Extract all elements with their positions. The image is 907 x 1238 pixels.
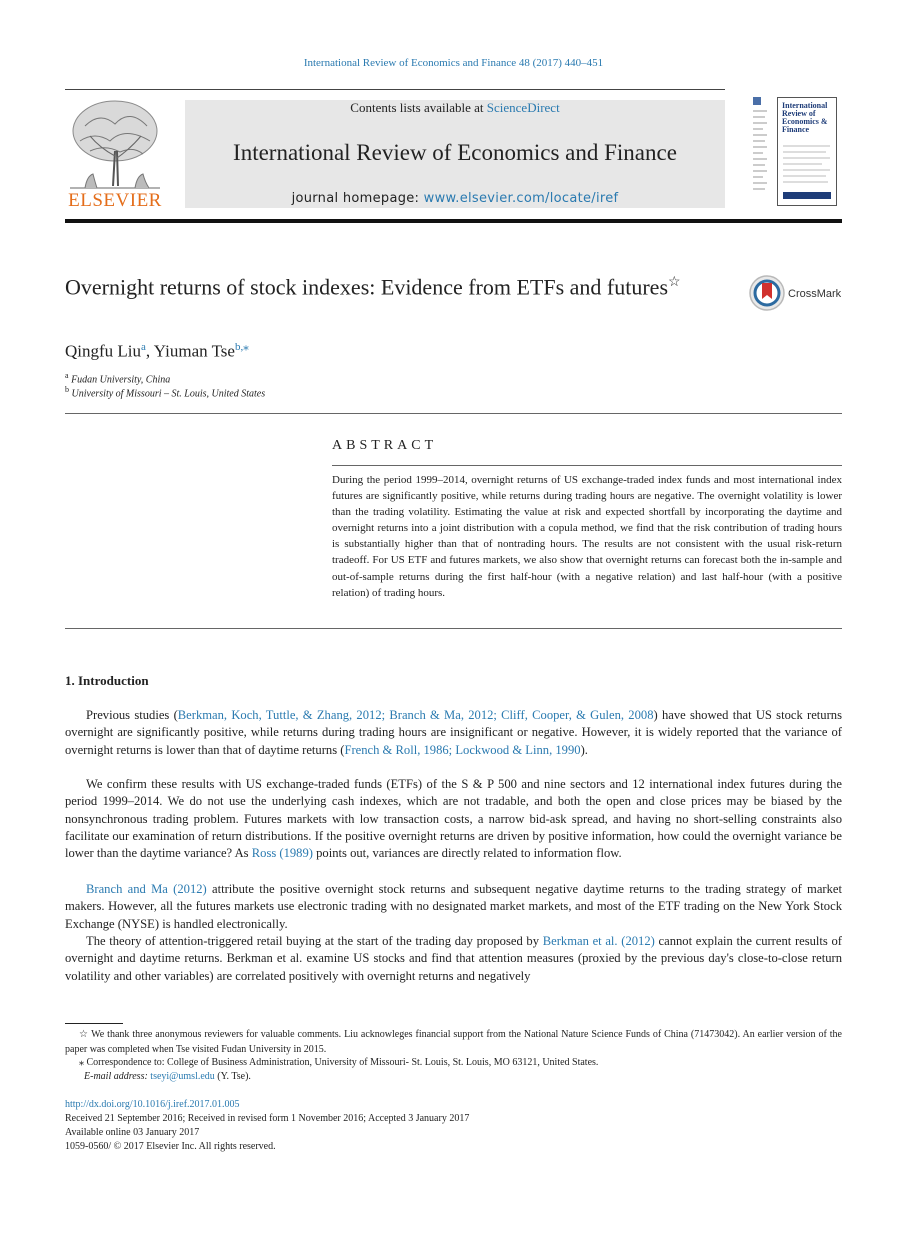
journal-title: International Review of Economics and Finance	[233, 140, 677, 165]
author-name[interactable]: Yiuman Tse	[153, 341, 235, 361]
email-label: E-mail address:	[84, 1071, 151, 1082]
copyright: 1059-0560/ © 2017 Elsevier Inc. All rights reserved.	[65, 1141, 276, 1152]
footnote-mark: ☆	[79, 1029, 89, 1040]
paragraph-text: ) have showed that US stock returns overnight are significantly positive, while returns during trading hours are insignificant or negative. However, it is widely reported that the variance of overnight returns is lower than that of daytime returns (	[65, 708, 842, 757]
paragraph-text: The theory of attention-triggered retail buying at the start of the trading day proposed by	[86, 934, 543, 948]
affiliation-text: Fudan University, China	[71, 374, 171, 386]
footnote	[65, 1028, 842, 1057]
paragraph-text: points out, variances are directly related to information flow.	[312, 846, 622, 861]
homepage-line	[185, 191, 725, 206]
divider	[65, 628, 842, 629]
body-paragraph	[65, 933, 842, 985]
body-paragraph	[65, 776, 842, 862]
citation-link[interactable]: Branch and Ma (2012)	[86, 882, 207, 896]
author-affiliation-mark[interactable]: a	[141, 341, 146, 353]
footnote	[65, 1056, 842, 1071]
cover-sidebar-icon	[751, 95, 771, 199]
footnote-text: We thank three anonymous reviewers for valuable comments. Liu acknowleges financial support from the National Nature Science Funds of China (71473042). An earlier version of the paper was completed when Tse visited Fudan University in 2015.	[65, 1029, 842, 1055]
article-title	[65, 268, 705, 301]
section-heading: 1. Introduction	[65, 673, 149, 688]
body-paragraph	[65, 707, 842, 759]
affiliation-label: b	[65, 385, 69, 394]
footnote-rule	[65, 1023, 123, 1024]
title-footnote-mark[interactable]: ☆	[668, 275, 681, 290]
author-name[interactable]: Qingfu Liu	[65, 341, 142, 361]
contents-line	[185, 100, 725, 116]
citation-link[interactable]: Berkman et al. (2012)	[542, 934, 655, 948]
affiliation-label: a	[65, 371, 69, 380]
footnote-mark: ⁎	[79, 1057, 84, 1068]
email-suffix: (Y. Tse).	[214, 1071, 251, 1082]
affiliation-text: University of Missouri – St. Louis, United States	[71, 388, 266, 400]
author-list	[65, 340, 249, 362]
received-dates: Received 21 September 2016; Received in revised form 1 November 2016; Accepted 3 January 2017	[65, 1113, 470, 1124]
cover-title: International Review of Economics & Finance	[782, 101, 828, 134]
contents-prefix: Contents lists available at	[350, 100, 487, 115]
affiliation	[65, 385, 265, 399]
email-link[interactable]: tseyi@umsl.edu	[150, 1071, 215, 1082]
doi-link[interactable]: http://dx.doi.org/10.1016/j.iref.2017.01.005	[65, 1099, 240, 1110]
available-online: Available online 03 January 2017	[65, 1127, 200, 1138]
paragraph-text: attribute the positive overnight stock returns and subsequent negative daytime returns to the trading strategy of market makers. However, all the futures markets use electronic trading with no designated market markets, and most of the ETF trading on the New York Stock Exchange (NYSE) is handled electronically.	[65, 882, 843, 931]
paragraph-text: ).	[580, 742, 588, 757]
email-footnote	[65, 1070, 842, 1085]
citation-link[interactable]: Berkman, Koch, Tuttle, & Zhang, 2012; Branch & Ma, 2012; Cliff, Cooper, & Gulen, 2008	[177, 708, 654, 722]
abstract-text: During the period 1999–2014, overnight returns of US exchange-traded index funds and most international index futures are significantly positive, while returns during trading hours are negative. The overnight volatility is lower than the trading volatility. Estimating the value at risk and expected shortfall by incorporating the daytime and overnight returns into a joint distribution with a copula method, we find that the risk contribution of trading hours is substantially higher than that of nontrading hours. The results are not consistent with the usual risk-return tradeoff. For US ETF and futures markets, we also show that overnight returns can forecast both the in-sample and out-of-sample returns during the first half-hour (with a negative relation) and last half-hour (with a positive relation) of trading hours.	[332, 474, 842, 599]
sciencedirect-link[interactable]: ScienceDirect	[486, 100, 560, 115]
paragraph-text: Previous studies (	[86, 708, 178, 722]
crossmark-label[interactable]: CrossMark	[788, 288, 842, 300]
paragraph-text: cannot explain the current results of overnight and daytime returns. Berkman et al. examine US stocks and find that attention measures (proxied by the previous day's close-to-close return volatility and other variables) are correlated positively with overnight returns and negatively	[65, 934, 842, 983]
journal-homepage-link[interactable]: www.elsevier.com/locate/iref	[423, 191, 619, 206]
article-title-text: Overnight returns of stock indexes: Evidence from ETFs and futures	[65, 274, 669, 300]
divider	[65, 413, 842, 414]
running-head[interactable]: International Review of Economics and Finance 48 (2017) 440–451	[303, 57, 604, 69]
header-top-rule	[65, 89, 725, 90]
citation-link[interactable]: Ross (1989)	[251, 846, 313, 861]
header-bottom-rule	[65, 219, 842, 223]
author-separator: ,	[145, 341, 154, 361]
author-affiliation-mark[interactable]: b,⁎	[234, 341, 249, 353]
body-paragraph	[65, 881, 842, 933]
abstract-heading: ABSTRACT	[332, 438, 438, 453]
publisher-logo-text: ELSEVIER	[68, 190, 162, 211]
homepage-prefix: journal homepage:	[291, 191, 424, 206]
footnote-text: Correspondence to: College of Business Administration, University of Missouri- St. Louis, St. Louis, MO 63121, United States.	[84, 1057, 599, 1068]
affiliation	[65, 371, 170, 385]
citation-link[interactable]: French & Roll, 1986; Lockwood & Linn, 1990	[344, 742, 581, 757]
paragraph-text: We confirm these results with US exchange-traded funds (ETFs) of the S & P 500 and nine sectors and 12 international index futures during the period 1999–2014. We do not use the underlying cash indexes, which are not tradable, and both the open and close prices may be biased by the nonsynchronous trading problem. Futures markets with low transaction costs, a narrow bid-ask spread, and having no short-selling constraints also facilitate our examination of return distributions. If the positive overnight returns are driven by positive information, how could the overnight variance be lower than the daytime variance? As	[65, 777, 842, 861]
divider	[332, 465, 842, 466]
